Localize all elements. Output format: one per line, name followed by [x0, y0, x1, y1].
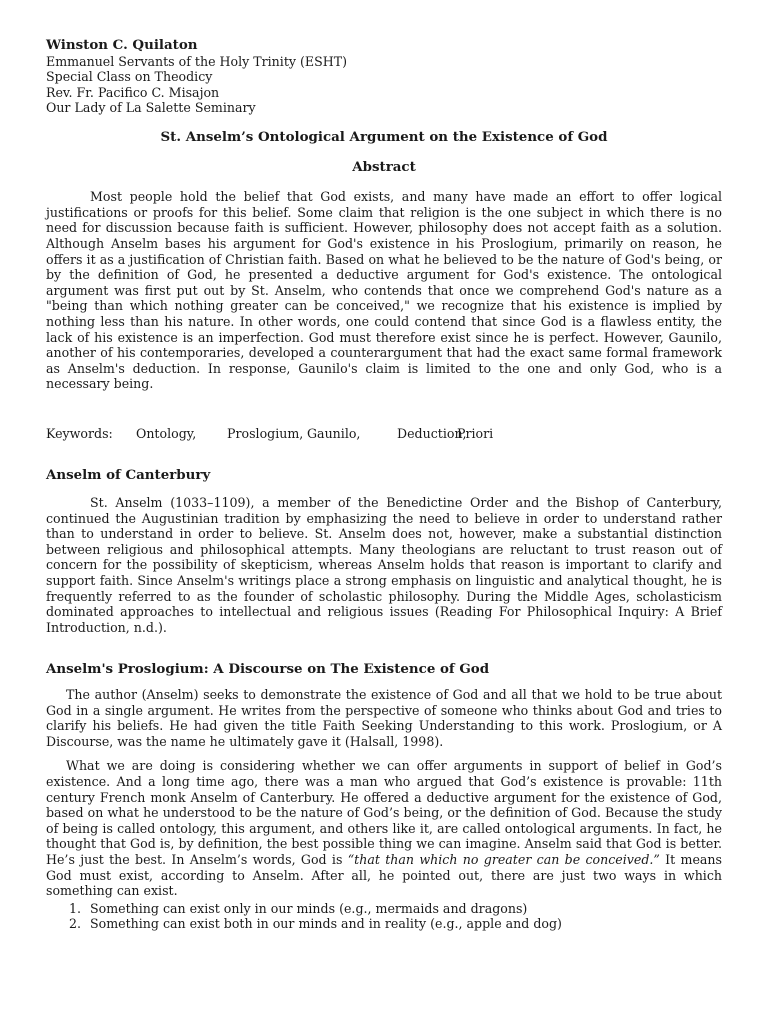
section-body-proslogium-para1: The author (Anselm) seeks to demonstrate the existence of God and all that we hold to be true about God in a single argument. He writes from the perspective of someone who thinks about God and tries to clarify his beliefs. He had given the title Faith Seeking Understanding to this work. Proslogium, or A Discourse, was the name he ultimately gave it (Halsall, 1998).	[46, 687, 722, 749]
institution-line: Our Lady of La Salette Seminary	[46, 100, 256, 116]
author-block	[46, 38, 722, 116]
document-page	[46, 38, 722, 932]
keyword-item: Priori	[457, 425, 494, 441]
list-number: 1.	[69, 900, 82, 916]
keyword-item: Gaunilo,	[307, 425, 361, 441]
abstract-heading: Abstract	[352, 158, 416, 175]
professor-line: Rev. Fr. Pacifico C. Misajon	[46, 84, 220, 100]
keyword-item: Ontology,	[136, 425, 197, 441]
course-line: Special Class on Theodicy	[46, 69, 213, 85]
keywords-line	[46, 426, 722, 442]
keywords-label: Keywords:	[46, 425, 113, 441]
section-heading-anselm-of-canterbury: Anselm of Canterbury	[46, 467, 211, 484]
anselm-quote: “that than which no greater can be conceived.”	[347, 851, 660, 867]
keyword-item: Proslogium,	[227, 425, 304, 441]
list-item	[46, 916, 722, 932]
list-text: Something can exist only in our minds (e.g., mermaids and dragons)	[90, 900, 528, 916]
ways-of-existence-list	[46, 901, 722, 932]
list-item	[46, 901, 722, 917]
paper-title: St. Anselm’s Ontological Argument on the Existence of God	[160, 128, 608, 145]
list-text: Something can exist both in our minds and in reality (e.g., apple and dog)	[90, 916, 562, 932]
section-body-proslogium-para2	[46, 758, 722, 898]
list-number: 2.	[69, 916, 82, 932]
author-name: Winston C. Quilaton	[46, 37, 198, 53]
abstract-body: Most people hold the belief that God exists, and many have made an effort to offer logical justifications or proofs for this belief. Some claim that religion is the one subject in which there is no need for discussion because faith is sufficient. However, philosophy does not accept faith as a solution. Although Anselm bases his argument for God's existence in his Proslogium, primarily on reason, he offers it as a justification of Christian faith. Based on what he believed to be the nature of God's being, or by the definition of God, he presented a deductive argument for God's existence. The ontological argument was first put out by St. Anselm, who contends that once we comprehend God's nature as a "being than which nothing greater can be conceived," we recognize that his existence is implied by nothing less than his nature. In other words, one could contend that since God is a flawless entity, the lack of his existence is an imperfection. God must therefore exist since he is perfect. However, Gaunilo, another of his contemporaries, developed a counterargument that had the exact same formal framework as Anselm's deduction. In response, Gaunilo's claim is limited to the one and only God, who is a necessary being.	[46, 189, 722, 392]
affiliation-line: Emmanuel Servants of the Holy Trinity (ESHT)	[46, 53, 348, 69]
para2-text-after: It means God must exist, according to Anselm. After all, he pointed out, there are just two ways in which something can exist.	[46, 851, 722, 899]
section-heading-proslogium: Anselm's Proslogium: A Discourse on The Existence of God	[46, 661, 490, 678]
keyword-item: Deduction,	[397, 425, 467, 441]
para2-text-before: What we are doing is considering whether we can offer arguments in support of belief in God’s existence. And a long time ago, there was a man who argued that God’s existence is provable: 11th century French monk Anselm of Canterbury. He offered a deductive argument for the existence of God, based on what he understood to be the nature of God’s being, or the definition of God. Because the study of being is called ontology, this argument, and others like it, are called ontological arguments. In fact, he thought that God is, by definition, the best possible thing we can imagine. Anselm said that God is better. He’s just the best. In Anselm’s words, God is	[46, 758, 722, 867]
section-body-anselm-of-canterbury: St. Anselm (1033–1109), a member of the Benedictine Order and the Bishop of Canterbury, continued the Augustinian tradition by emphasizing the need to believe in order to understand rather than to understand in order to believe. St. Anselm does not, however, make a substantial distinction between religious and philosophical attempts. Many theologians are reluctant to trust reason out of concern for the possibility of skepticism, whereas Anselm holds that reason is important to clarify and support faith. Since Anselm's writings place a strong emphasis on linguistic and analytical thought, he is frequently referred to as the founder of scholastic philosophy. During the Middle Ages, scholasticism dominated approaches to intellectual and religious issues (Reading For Philosophical Inquiry: A Brief Introduction, n.d.).	[46, 495, 722, 635]
